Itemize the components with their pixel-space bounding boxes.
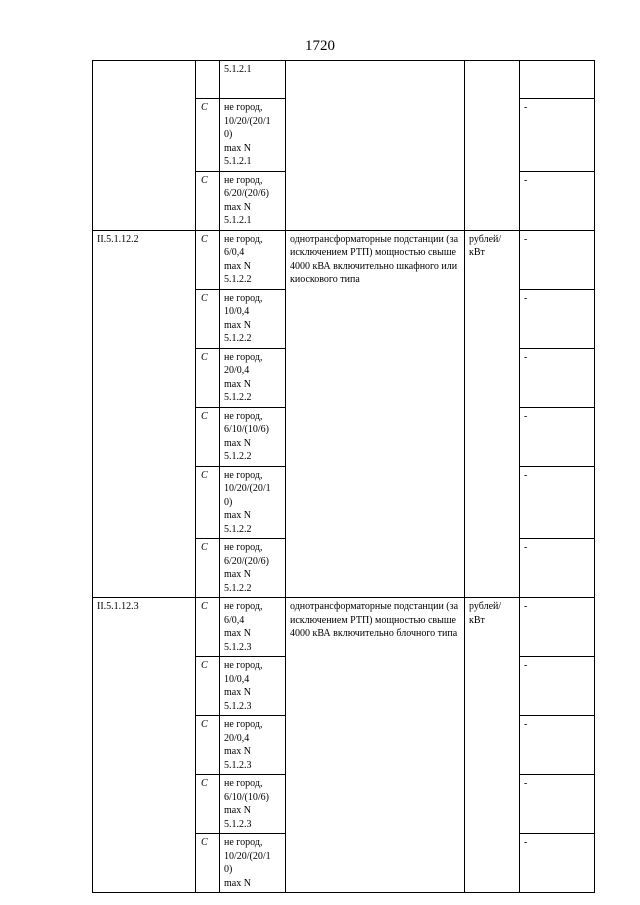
name-cell: не город, 6/0,4 max N 5.1.2.2 bbox=[220, 230, 286, 289]
page-number: 1720 bbox=[305, 38, 335, 54]
row-code: II.5.1.12.3 bbox=[93, 598, 196, 893]
category-cell: C bbox=[196, 407, 220, 466]
unit-cell bbox=[465, 61, 520, 231]
category-cell: C bbox=[196, 775, 220, 834]
name-cell: 5.1.2.1 bbox=[220, 61, 286, 99]
unit-cell: рублей/ кВт bbox=[465, 598, 520, 893]
category-cell: C bbox=[196, 834, 220, 893]
category-cell: C bbox=[196, 539, 220, 598]
description-cell: однотрансформаторные подстанции (за исключением РТП) мощностью свыше 4000 кВА включительно блочного типа bbox=[286, 598, 465, 893]
row-code bbox=[93, 61, 196, 231]
table-row bbox=[93, 61, 595, 99]
value-cell: - bbox=[520, 834, 595, 893]
category-cell: C bbox=[196, 289, 220, 348]
category-cell bbox=[196, 61, 220, 99]
name-cell: не город, 6/10/(10/6) max N 5.1.2.2 bbox=[220, 407, 286, 466]
table-row bbox=[93, 598, 595, 657]
value-cell: - bbox=[520, 171, 595, 230]
row-code: II.5.1.12.2 bbox=[93, 230, 196, 598]
name-cell: не город, 20/0,4 max N 5.1.2.3 bbox=[220, 716, 286, 775]
category-cell: C bbox=[196, 598, 220, 657]
name-cell: не город, 10/20/(20/1 0) max N bbox=[220, 834, 286, 893]
value-cell: - bbox=[520, 289, 595, 348]
name-cell: не город, 6/10/(10/6) max N 5.1.2.3 bbox=[220, 775, 286, 834]
value-cell: - bbox=[520, 775, 595, 834]
category-cell: C bbox=[196, 657, 220, 716]
value-cell: - bbox=[520, 99, 595, 172]
category-cell: C bbox=[196, 716, 220, 775]
name-cell: не город, 10/20/(20/1 0) max N 5.1.2.1 bbox=[220, 99, 286, 172]
value-cell: - bbox=[520, 230, 595, 289]
value-cell: - bbox=[520, 407, 595, 466]
category-cell: C bbox=[196, 171, 220, 230]
name-cell: не город, 10/0,4 max N 5.1.2.2 bbox=[220, 289, 286, 348]
name-cell: не город, 20/0,4 max N 5.1.2.2 bbox=[220, 348, 286, 407]
description-cell: однотрансформаторные подстанции (за исключением РТП) мощностью свыше 4000 кВА включительно шкафного или киоскового типа bbox=[286, 230, 465, 598]
value-cell: - bbox=[520, 348, 595, 407]
value-cell bbox=[520, 61, 595, 99]
description-cell bbox=[286, 61, 465, 231]
category-cell: C bbox=[196, 466, 220, 539]
value-cell: - bbox=[520, 657, 595, 716]
unit-cell: рублей/ кВт bbox=[465, 230, 520, 598]
name-cell: не город, 6/0,4 max N 5.1.2.3 bbox=[220, 598, 286, 657]
value-cell: - bbox=[520, 466, 595, 539]
value-cell: - bbox=[520, 598, 595, 657]
value-cell: - bbox=[520, 716, 595, 775]
name-cell: не город, 10/20/(20/1 0) max N 5.1.2.2 bbox=[220, 466, 286, 539]
name-cell: не город, 10/0,4 max N 5.1.2.3 bbox=[220, 657, 286, 716]
category-cell: C bbox=[196, 230, 220, 289]
value-cell: - bbox=[520, 539, 595, 598]
tariff-table bbox=[92, 60, 595, 893]
name-cell: не город, 6/20/(20/6) max N 5.1.2.2 bbox=[220, 539, 286, 598]
category-cell: C bbox=[196, 99, 220, 172]
category-cell: C bbox=[196, 348, 220, 407]
name-cell: не город, 6/20/(20/6) max N 5.1.2.1 bbox=[220, 171, 286, 230]
table-row bbox=[93, 230, 595, 289]
